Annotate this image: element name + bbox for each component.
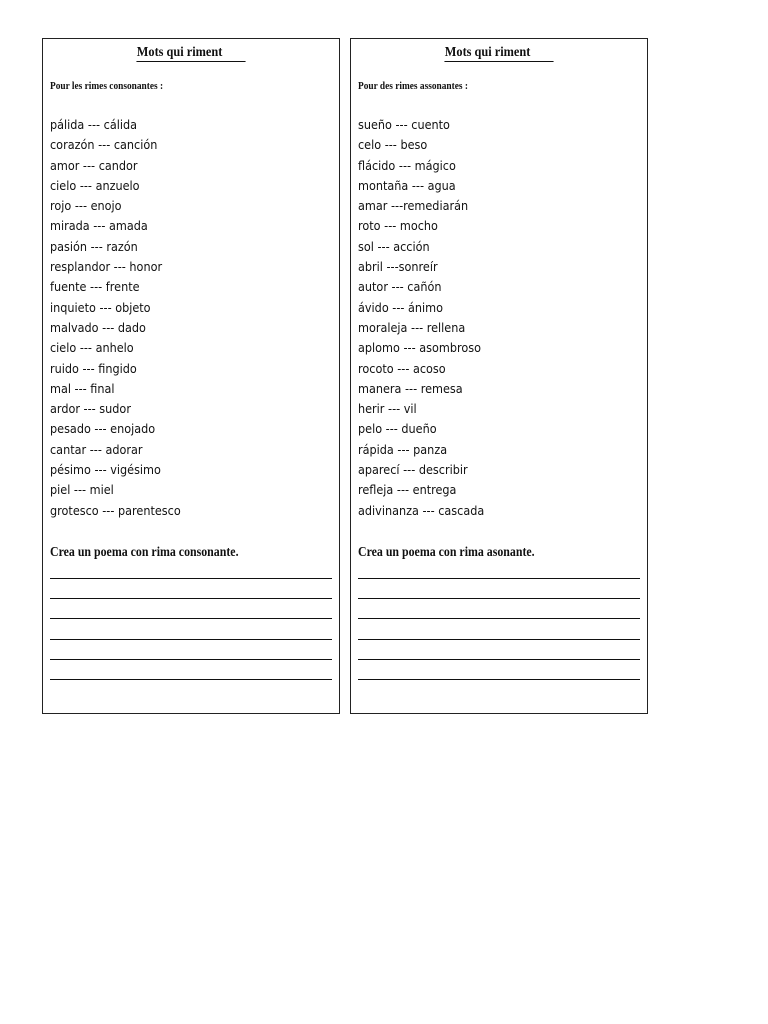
rhyme-pair: pasión --- razón [50, 238, 138, 254]
rhyme-pair: fuente --- frente [50, 279, 140, 295]
rhyme-pair: ardor --- sudor [50, 401, 131, 417]
rhyme-pair: ávido --- ánimo [358, 299, 444, 315]
rhyme-pair: abril ---sonreír [358, 259, 438, 275]
writing-line [358, 659, 640, 679]
rhyme-pair: inquieto --- objeto [50, 299, 151, 315]
rhyme-pair: herir --- vil [358, 401, 417, 417]
rhyme-pair: ruido --- fingido [50, 360, 137, 376]
rhyme-pair: rocoto --- acoso [358, 360, 446, 376]
rhyme-list [358, 117, 498, 523]
rhyme-pair: adivinanza --- cascada [358, 502, 485, 518]
writing-line [358, 679, 640, 699]
writing-line [358, 598, 640, 618]
rhyme-pair: sueño --- cuento [358, 117, 450, 132]
rhyme-pair: grotesco --- parentesco [50, 502, 181, 518]
rhyme-pair: roto --- mocho [358, 218, 438, 234]
rhyme-pair: corazón --- canción [50, 137, 158, 153]
rhyme-pair: flácido --- mágico [358, 157, 456, 173]
rhyme-pair: celo --- beso [358, 137, 428, 153]
card-title: Mots qui riment [369, 45, 629, 62]
rhyme-pair: mal --- final [50, 380, 115, 396]
rhyme-pair: refleja --- entrega [358, 482, 457, 498]
rhyme-pair: montaña --- agua [358, 177, 456, 193]
writing-line [50, 679, 332, 699]
writing-line [358, 578, 640, 598]
rhyme-list [50, 117, 195, 523]
rhyme-pair: pelo --- dueño [358, 421, 437, 437]
rhyme-pair: resplandor --- honor [50, 259, 163, 275]
rhyme-pair: manera --- remesa [358, 380, 463, 396]
rhyme-pair: pésimo --- vigésimo [50, 462, 161, 478]
rhyme-pair: amor --- candor [50, 157, 138, 173]
card-subtitle: Pour des rimes assonantes : [358, 80, 468, 92]
card-assonant-rhymes [350, 38, 648, 714]
rhyme-pair: rápida --- panza [358, 441, 448, 457]
rhyme-pair: malvado --- dado [50, 319, 146, 335]
rhyme-pair: pálida --- cálida [50, 117, 138, 132]
rhyme-pair: sol --- acción [358, 238, 430, 254]
writing-line [50, 618, 332, 638]
writing-line [50, 598, 332, 618]
card-subtitle: Pour les rimes consonantes : [50, 80, 164, 92]
card-consonant-rhymes [42, 38, 340, 714]
rhyme-pair: cielo --- anhelo [50, 340, 134, 356]
writing-line [358, 639, 640, 659]
writing-lines [358, 578, 640, 699]
writing-lines [50, 578, 332, 699]
rhyme-pair: moraleja --- rellena [358, 319, 466, 335]
rhyme-pair: piel --- miel [50, 482, 114, 498]
rhyme-pair: amar ---remediarán [358, 198, 469, 214]
rhyme-pair: pesado --- enojado [50, 421, 156, 437]
rhyme-pair: cielo --- anzuelo [50, 177, 140, 193]
rhyme-pair: aparecí --- describir [358, 462, 468, 478]
writing-line [50, 578, 332, 598]
rhyme-pair: autor --- cañón [358, 279, 442, 295]
writing-line [358, 618, 640, 638]
poem-prompt: Crea un poema con rima consonante. [50, 544, 239, 559]
poem-prompt: Crea un poema con rima asonante. [358, 544, 535, 559]
rhyme-pair: mirada --- amada [50, 218, 148, 234]
writing-line [50, 659, 332, 679]
rhyme-pair: rojo --- enojo [50, 198, 122, 214]
writing-line [50, 639, 332, 659]
rhyme-pair: aplomo --- asombroso [358, 340, 481, 356]
rhyme-pair: cantar --- adorar [50, 441, 143, 457]
card-title: Mots qui riment [61, 45, 321, 62]
